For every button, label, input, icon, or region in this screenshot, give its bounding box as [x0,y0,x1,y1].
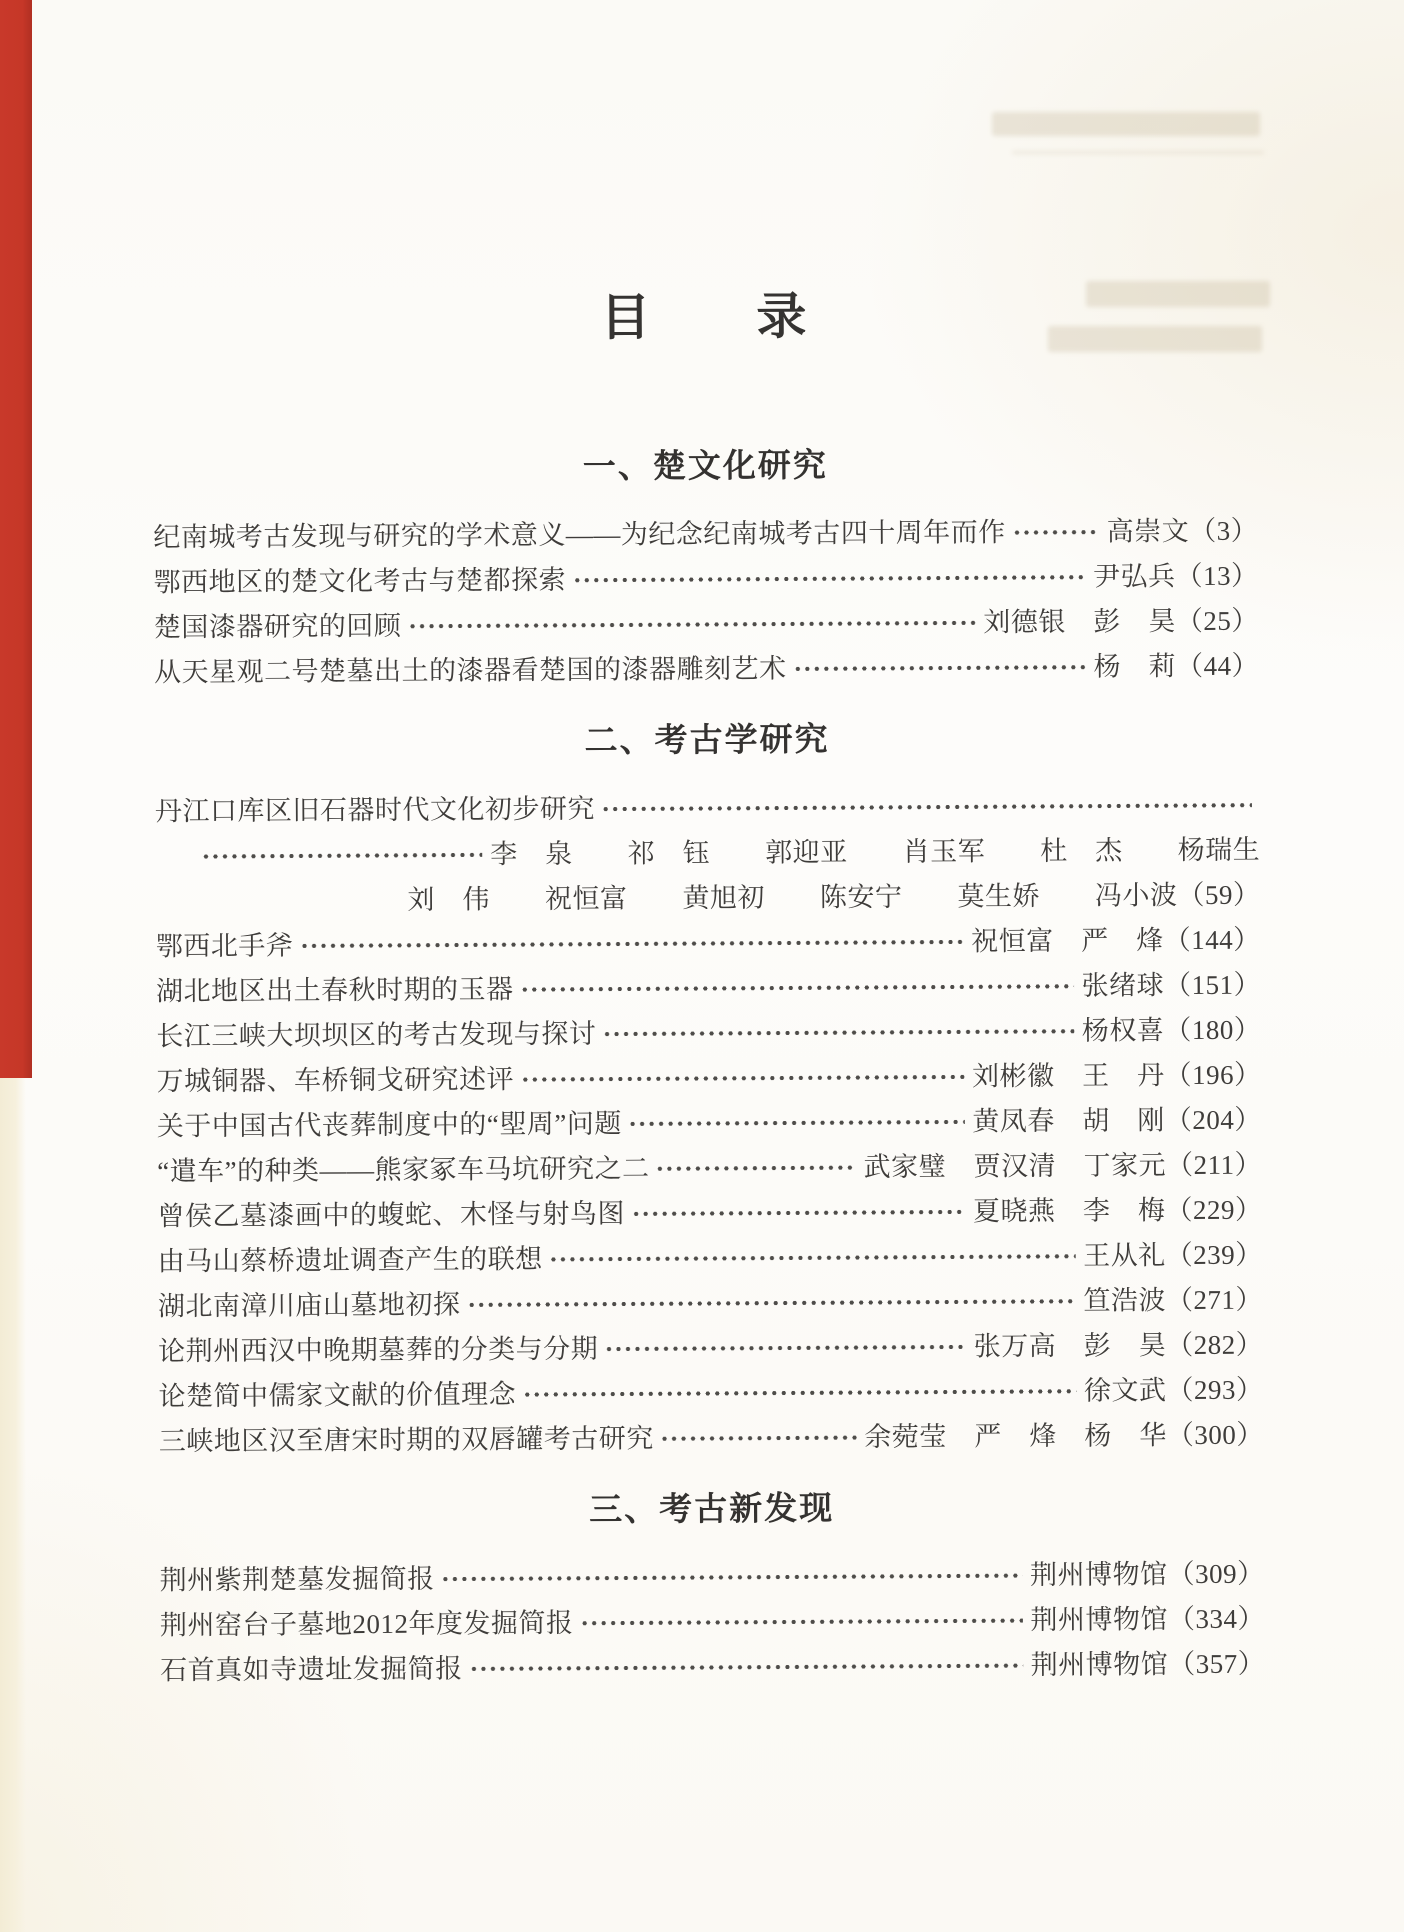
entry-authors-page: 刘 伟 祝恒富 黄旭初 陈安宁 莫生娇 冯小波（59） [407,879,1261,915]
entry-authors-page: 武家璧 贾汉清 丁家元（211） [863,1149,1263,1183]
dot-leader [792,645,1085,692]
dot-leader [469,1643,1023,1691]
entry-title: 长江三峡大坝坝区的考古发现与探讨 [156,1018,597,1052]
entry-authors-page: 尹弘兵（13） [1092,560,1259,592]
section-heading: 二、考古学研究 [584,720,830,759]
entry-authors-page: 夏晓燕 李 梅（229） [972,1194,1263,1227]
dot-leader [1012,510,1099,556]
entry-title: “遣车”的种类——熊家冢车马坑研究之二 [157,1153,650,1187]
toc-entry-row [156,1053,1261,1105]
entry-authors-page: 杨 莉（44） [1093,650,1260,682]
dot-leader [631,1189,965,1236]
toc-entry-row [160,1642,1265,1694]
entry-title: 鄂西地区的楚文化考古与楚都探索 [153,564,567,598]
toc-entry-row [158,1323,1263,1375]
section-heading: 一、楚文化研究 [582,446,828,485]
dot-leader [604,1324,966,1371]
toc-entry-row [154,644,1259,696]
toc-entry-row [158,1233,1263,1285]
entry-authors-page: 王从礼（239） [1083,1239,1263,1271]
entry-title: 丹江口库区旧石器时代文化初步研究 [154,793,596,827]
toc-entry-row [157,1098,1262,1150]
toc-entry-row [156,963,1261,1015]
entry-authors-page: 刘彬徽 王 丹（196） [971,1059,1262,1092]
toc-entry-row [158,1368,1263,1420]
entry-title: 论荆州西汉中晚期墓葬的分类与分期 [158,1333,599,1367]
entry-authors-page: 刘德银 彭 昊（25） [983,605,1259,638]
toc-entry-continuation [155,828,1260,880]
dot-leader [201,832,482,879]
dot-leader [441,1553,1023,1602]
dot-leader [299,919,963,968]
entry-authors-page: 黄凤春 胡 刚（204） [972,1104,1262,1137]
toc-entry-row [155,783,1260,835]
toc-entry-row [160,1552,1265,1604]
dot-leader [572,555,1085,603]
entry-title: 湖北南漳川庙山墓地初探 [157,1289,461,1322]
toc-entry-row [158,1278,1263,1330]
entry-title: 荆州窑台子墓地2012年度发掘简报 [159,1607,574,1641]
toc-entry-row [159,1413,1264,1465]
toc-sections [153,441,1266,1694]
dot-leader [628,1099,965,1146]
dot-leader [579,1598,1022,1646]
dot-leader [601,783,1252,832]
toc-entry-row [160,1597,1265,1649]
entry-authors-page: 荆州博物馆（334） [1030,1603,1265,1636]
toc-entry-row [153,509,1258,561]
entry-authors-page: 余菀莹 严 烽 杨 华（300） [864,1419,1264,1453]
entry-authors-page: 杨权喜（180） [1081,1014,1262,1046]
entry-title: 曾侯乙墓漆画中的蝮蛇、木怪与射鸟图 [157,1198,626,1232]
entry-title: 关于中国古代丧葬制度中的“堲周”问题 [156,1108,622,1142]
toc-entry-continuation [155,873,1260,925]
toc-entry-row [157,1188,1262,1240]
dot-leader [602,1009,1074,1057]
entry-title: 三峡地区汉至唐宋时期的双唇罐考古研究 [158,1423,654,1457]
entry-authors-page: 荆州博物馆（309） [1030,1558,1265,1591]
section-heading: 三、考古新发现 [589,1489,835,1528]
entry-title: 湖北地区出土春秋时期的玉器 [155,974,514,1007]
dot-leader [660,1415,857,1461]
entry-authors-page: 张绪球（151） [1081,969,1262,1001]
entry-authors-page: 徐文武（293） [1083,1374,1264,1406]
entry-authors: 李 泉 祁 钰 郭迎亚 肖玉军 杜 杰 杨瑞生 [490,834,1261,870]
entry-title: 纪南城考古发现与研究的学术意义——为纪念纪南城考古四十周年而作 [153,517,1006,553]
dot-leader [549,1234,1076,1282]
entry-title: 荆州紫荆楚墓发掘简报 [159,1563,435,1596]
entry-authors-page: 张万高 彭 昊（282） [973,1329,1264,1362]
entry-authors-page: 高崇文（3） [1106,515,1259,547]
dot-leader [407,600,975,648]
entry-title: 楚国漆器研究的回顾 [153,610,402,643]
entry-authors-page: 笪浩波（271） [1083,1284,1264,1316]
dot-leader [466,1279,1075,1328]
dot-leader [655,1145,855,1191]
dot-leader [520,1054,964,1102]
entry-title: 由马山蔡桥遗址调查产生的联想 [157,1243,543,1277]
entry-title: 论楚简中儒家文献的价值理念 [158,1379,517,1412]
entry-title: 从天星观二号楚墓出土的漆器看楚国的漆器雕刻艺术 [154,653,787,688]
page-title: 目 录 [600,288,809,346]
toc-entry-row [153,554,1258,606]
toc-entry-row [157,1143,1262,1195]
entry-title: 万城铜器、车桥铜戈研究述评 [156,1064,515,1097]
entry-title: 石首真如寺遗址发掘简报 [160,1653,463,1686]
dot-leader [522,1369,1076,1417]
entry-title: 鄂西北手斧 [155,930,294,962]
entry-authors-page: 祝恒富 严 烽（144） [971,924,1261,957]
dot-leader [519,964,1073,1012]
toc-entry-row [154,599,1259,651]
toc-entry-row [156,918,1261,970]
toc-entry-row [156,1008,1261,1060]
entry-authors-page: 荆州博物馆（357） [1030,1648,1266,1681]
